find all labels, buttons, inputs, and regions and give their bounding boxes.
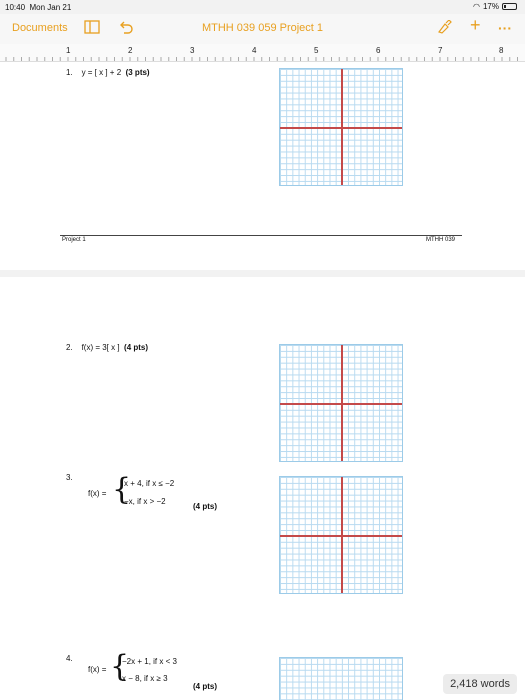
battery-fill	[504, 5, 506, 8]
coordinate-grid	[279, 344, 403, 462]
format-brush-icon[interactable]	[436, 20, 452, 37]
question-3-case-2: −x, if x > −2	[124, 497, 166, 506]
ruler-number: 7	[438, 46, 443, 55]
document-title: MTHH 039 059 Project 1	[201, 22, 324, 34]
document-page-1[interactable]	[0, 62, 525, 270]
coordinate-grid	[279, 476, 403, 594]
ruler-number: 4	[252, 46, 257, 55]
battery-percent: 17%	[482, 2, 499, 11]
wifi-icon: ◠	[473, 2, 480, 11]
y-axis	[341, 345, 343, 461]
footer-rule	[60, 235, 462, 236]
toolbar	[0, 14, 525, 44]
add-icon[interactable]: +	[470, 15, 481, 35]
documents-button[interactable]: Documents	[12, 22, 68, 34]
ruler-ticks	[0, 44, 525, 62]
word-count-badge[interactable]: 2,418 words	[443, 674, 517, 694]
question-4-number: 4.	[66, 654, 73, 663]
question-4-lhs: f(x) =	[88, 665, 107, 674]
y-axis	[341, 69, 343, 185]
question-4-points: (4 pts)	[193, 682, 217, 691]
status-right	[473, 2, 517, 11]
document-page-2[interactable]	[0, 277, 525, 700]
footer-right: MTHH 039	[426, 237, 456, 243]
time-text: 10:40	[5, 3, 26, 12]
question-1	[66, 68, 150, 77]
question-points: (3 pts)	[125, 68, 150, 77]
question-expression: y = [ x ] + 2	[81, 68, 122, 77]
question-3-case-1: x + 4, if x ≤ −2	[124, 479, 175, 488]
status-time	[5, 3, 71, 12]
date-text: Mon Jan 21	[29, 3, 72, 12]
more-icon[interactable]: ···	[498, 20, 512, 36]
ruler-number: 5	[314, 46, 319, 55]
ruler-number: 8	[499, 46, 504, 55]
ruler-number: 3	[190, 46, 195, 55]
question-3-points: (4 pts)	[193, 502, 217, 511]
question-points: (4 pts)	[124, 343, 149, 352]
question-3-lhs: f(x) =	[88, 489, 107, 498]
ruler[interactable]	[0, 44, 525, 62]
piecewise-brace: {	[112, 472, 132, 507]
footer-left: Project 1	[62, 237, 86, 243]
ruler-number: 1	[66, 46, 71, 55]
y-axis	[341, 477, 343, 593]
status-bar	[0, 0, 525, 14]
question-4-case-2: x − 8, if x ≥ 3	[122, 674, 168, 683]
question-number: 2.	[66, 343, 73, 352]
question-expression: f(x) = 3[ x ]	[81, 343, 120, 352]
battery-icon	[502, 3, 517, 10]
question-2	[66, 343, 148, 352]
question-4-case-1: −2x + 1, if x < 3	[122, 657, 177, 666]
piecewise-brace: {	[110, 649, 130, 684]
question-number: 1.	[66, 68, 73, 77]
ruler-number: 2	[128, 46, 133, 55]
coordinate-grid	[279, 657, 403, 700]
ruler-number: 6	[376, 46, 381, 55]
question-3-number: 3.	[66, 473, 73, 482]
coordinate-grid	[279, 68, 403, 186]
